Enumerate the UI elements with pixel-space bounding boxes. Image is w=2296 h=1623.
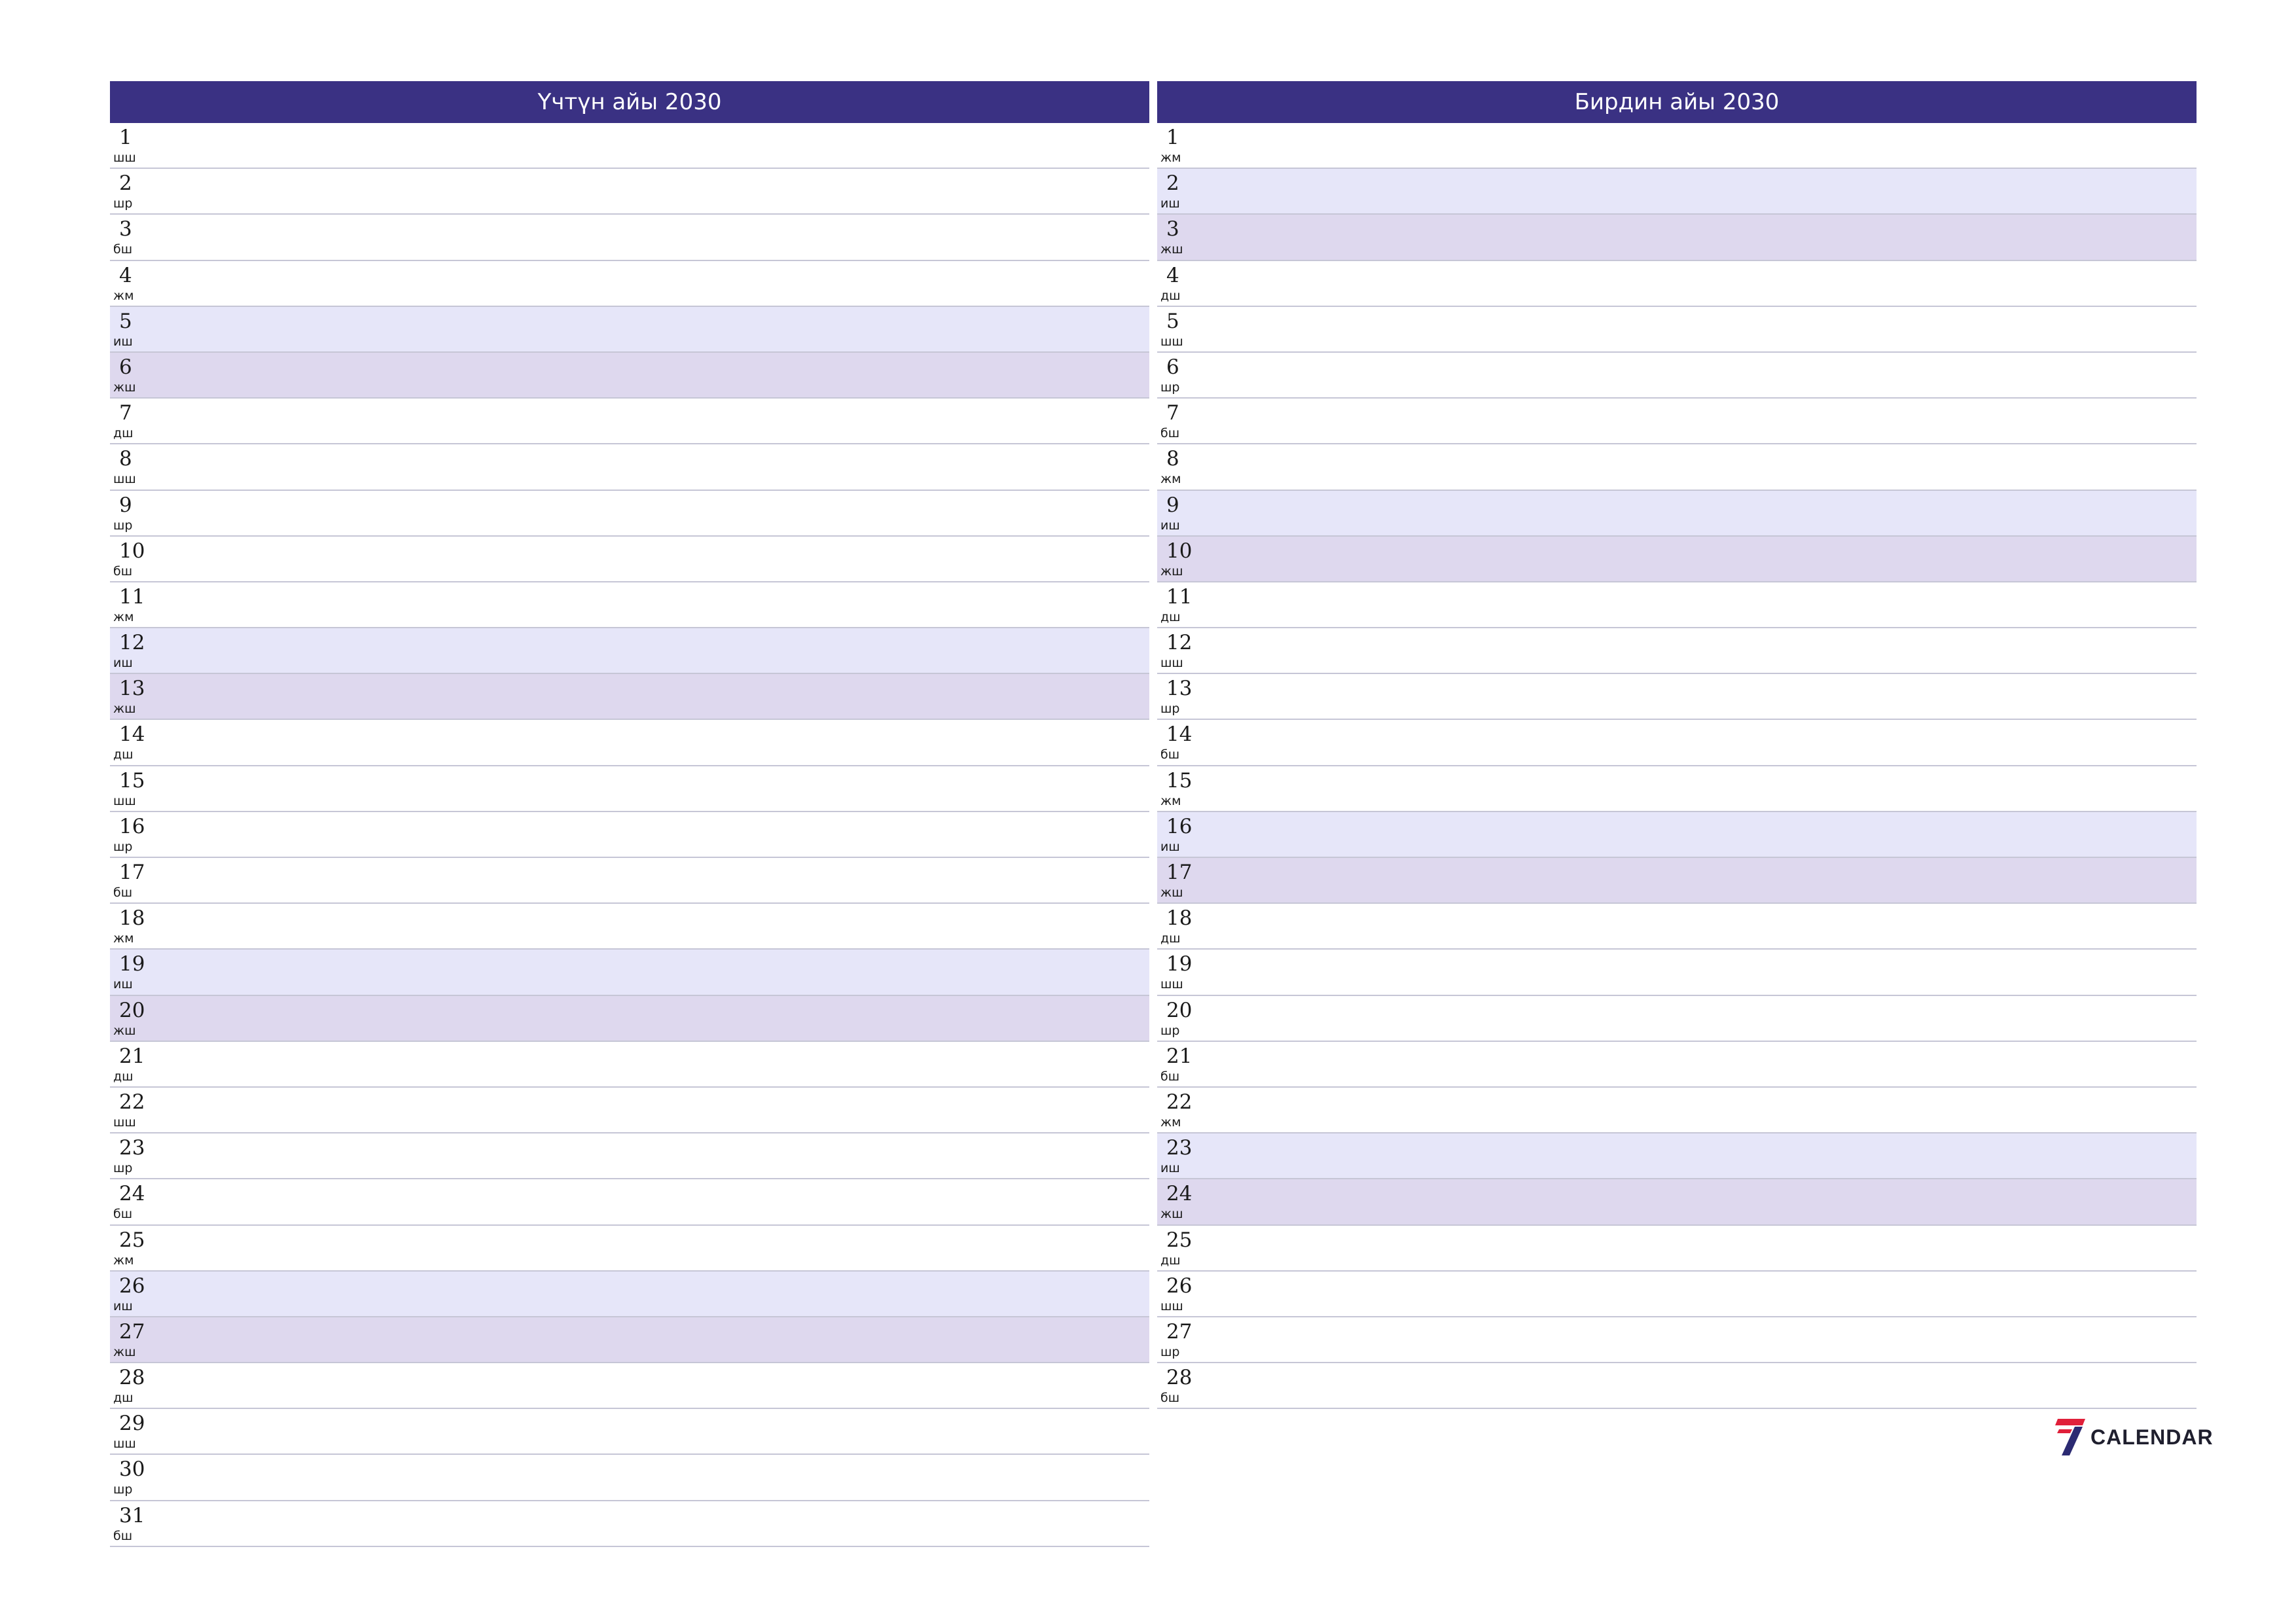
weekday-abbr: жш — [113, 702, 136, 717]
day-row[interactable] — [110, 1455, 1149, 1501]
day-row[interactable] — [110, 1042, 1149, 1088]
weekday-abbr: дш — [113, 1069, 134, 1084]
day-number: 12 — [119, 631, 145, 655]
weekday-abbr: дш — [113, 747, 134, 762]
month-title: Бирдин айы 2030 — [1157, 81, 2197, 123]
weekday-abbr: иш — [1160, 196, 1180, 211]
day-number: 28 — [1166, 1366, 1193, 1390]
weekday-abbr: шш — [113, 1115, 136, 1130]
weekday-abbr: шр — [113, 518, 133, 533]
day-row[interactable] — [1157, 674, 2197, 720]
day-number: 18 — [1166, 906, 1193, 931]
day-row[interactable] — [1157, 858, 2197, 904]
weekday-abbr: бш — [113, 1528, 133, 1543]
day-row[interactable] — [110, 1226, 1149, 1272]
weekday-abbr: шш — [1160, 1298, 1183, 1313]
weekday-abbr: шш — [113, 793, 136, 808]
weekday-abbr: иш — [1160, 518, 1180, 533]
month-panel-right — [1157, 81, 2197, 1409]
day-row[interactable] — [110, 904, 1149, 950]
day-number: 6 — [1166, 355, 1179, 379]
day-number: 27 — [119, 1319, 145, 1344]
day-row[interactable] — [1157, 1317, 2197, 1363]
day-row[interactable] — [1157, 1179, 2197, 1225]
weekday-abbr: шр — [113, 196, 133, 211]
day-row[interactable] — [110, 444, 1149, 490]
day-row[interactable] — [1157, 491, 2197, 537]
day-number: 24 — [1166, 1182, 1193, 1206]
day-number: 26 — [119, 1274, 145, 1298]
weekday-abbr: бш — [113, 885, 133, 900]
day-number: 25 — [119, 1228, 145, 1252]
day-number: 24 — [119, 1182, 145, 1206]
day-row[interactable] — [110, 582, 1149, 628]
weekday-abbr: шр — [113, 1482, 133, 1497]
day-row[interactable] — [110, 215, 1149, 260]
weekday-abbr: шр — [1160, 380, 1180, 395]
weekday-abbr: жш — [1160, 1207, 1183, 1222]
day-number: 8 — [1166, 447, 1179, 471]
day-number: 2 — [1166, 171, 1179, 196]
day-row[interactable] — [1157, 1272, 2197, 1317]
weekday-abbr: бш — [1160, 747, 1180, 762]
weekday-abbr: шш — [1160, 656, 1183, 671]
day-row[interactable] — [110, 720, 1149, 766]
day-row[interactable] — [1157, 261, 2197, 307]
weekday-abbr: иш — [113, 334, 133, 349]
weekday-abbr: бш — [113, 242, 133, 257]
seven-logo-icon — [2055, 1418, 2087, 1457]
day-row[interactable] — [1157, 1226, 2197, 1272]
day-row[interactable] — [1157, 1042, 2197, 1088]
day-number: 3 — [1166, 217, 1179, 241]
day-row[interactable] — [1157, 215, 2197, 260]
day-number: 10 — [119, 539, 145, 563]
day-row[interactable] — [1157, 537, 2197, 582]
weekday-abbr: жш — [113, 380, 136, 395]
day-number: 21 — [119, 1044, 145, 1068]
weekday-abbr: дш — [1160, 288, 1181, 303]
weekday-abbr: жм — [1160, 1115, 1181, 1130]
day-row[interactable] — [110, 491, 1149, 537]
day-row[interactable] — [110, 858, 1149, 904]
day-row[interactable] — [1157, 1363, 2197, 1409]
day-row[interactable] — [1157, 353, 2197, 399]
weekday-abbr: жм — [113, 288, 134, 303]
day-number: 23 — [1166, 1136, 1193, 1160]
weekday-abbr: жм — [1160, 472, 1181, 487]
weekday-abbr: бш — [113, 1207, 133, 1222]
day-number: 22 — [119, 1090, 145, 1114]
weekday-abbr: шш — [1160, 977, 1183, 992]
weekday-abbr: жм — [113, 931, 134, 946]
weekday-abbr: шш — [1160, 334, 1183, 349]
weekday-abbr: шш — [113, 151, 136, 165]
day-row[interactable] — [110, 537, 1149, 582]
weekday-abbr: жш — [1160, 885, 1183, 900]
weekday-abbr: дш — [113, 426, 134, 441]
day-row[interactable] — [110, 1363, 1149, 1409]
weekday-abbr: дш — [1160, 1253, 1181, 1268]
day-number: 17 — [1166, 861, 1193, 884]
month-title: Үчтүн айы 2030 — [110, 81, 1149, 123]
weekday-abbr: дш — [113, 1391, 134, 1406]
brand-text: CALENDAR — [2090, 1425, 2214, 1449]
day-number: 22 — [1166, 1090, 1193, 1114]
month-panel-left — [110, 81, 1149, 1547]
day-number: 5 — [119, 309, 132, 333]
day-number: 18 — [119, 906, 145, 931]
day-number: 19 — [119, 952, 145, 976]
day-row[interactable] — [110, 399, 1149, 444]
day-number: 5 — [1166, 309, 1179, 333]
day-list — [1157, 123, 2197, 1409]
day-row[interactable] — [110, 1272, 1149, 1317]
day-row[interactable] — [1157, 720, 2197, 766]
day-row[interactable] — [110, 950, 1149, 995]
day-number: 15 — [119, 768, 145, 793]
day-row[interactable] — [1157, 904, 2197, 950]
day-row[interactable] — [110, 353, 1149, 399]
day-number: 15 — [1166, 768, 1193, 793]
day-row[interactable] — [1157, 1133, 2197, 1179]
weekday-abbr: иш — [113, 1298, 133, 1313]
day-number: 19 — [1166, 952, 1193, 976]
day-row[interactable] — [1157, 996, 2197, 1042]
day-number: 12 — [1166, 631, 1193, 655]
weekday-abbr: бш — [1160, 426, 1180, 441]
day-row[interactable] — [1157, 169, 2197, 215]
day-number: 21 — [1166, 1044, 1193, 1068]
weekday-abbr: шр — [113, 1161, 133, 1176]
day-number: 1 — [119, 126, 132, 149]
day-number: 26 — [1166, 1274, 1193, 1298]
weekday-abbr: шр — [1160, 702, 1180, 717]
day-number: 8 — [119, 447, 132, 471]
day-number: 13 — [119, 677, 145, 701]
weekday-abbr: жш — [1160, 242, 1183, 257]
day-row[interactable] — [1157, 628, 2197, 674]
day-number: 13 — [1166, 677, 1193, 701]
day-number: 16 — [119, 814, 145, 838]
brand-logo — [2055, 1418, 2214, 1457]
weekday-abbr: иш — [113, 656, 133, 671]
day-row[interactable] — [1157, 812, 2197, 858]
day-number: 31 — [119, 1503, 145, 1527]
day-row[interactable] — [1157, 950, 2197, 995]
day-row[interactable] — [110, 1501, 1149, 1547]
weekday-abbr: шр — [1160, 1344, 1180, 1359]
day-number: 25 — [1166, 1228, 1193, 1252]
day-number: 9 — [1166, 493, 1179, 517]
day-row[interactable] — [1157, 766, 2197, 812]
day-number: 16 — [1166, 814, 1193, 838]
day-number: 4 — [119, 263, 132, 287]
weekday-abbr: иш — [1160, 839, 1180, 854]
day-row[interactable] — [110, 1088, 1149, 1133]
day-number: 28 — [119, 1366, 145, 1390]
weekday-abbr: шш — [113, 472, 136, 487]
day-row[interactable] — [110, 812, 1149, 858]
day-row[interactable] — [110, 123, 1149, 169]
weekday-abbr: иш — [113, 977, 133, 992]
day-number: 9 — [119, 493, 132, 517]
day-number: 10 — [1166, 539, 1193, 563]
weekday-abbr: шш — [113, 1436, 136, 1452]
weekday-abbr: дш — [1160, 931, 1181, 946]
weekday-abbr: жм — [1160, 151, 1181, 165]
day-row[interactable] — [110, 996, 1149, 1042]
weekday-abbr: жш — [113, 1023, 136, 1038]
weekday-abbr: жм — [1160, 793, 1181, 808]
day-number: 7 — [119, 401, 132, 425]
day-number: 1 — [1166, 126, 1179, 149]
day-row[interactable] — [110, 1133, 1149, 1179]
weekday-abbr: иш — [1160, 1161, 1180, 1176]
day-number: 2 — [119, 171, 132, 196]
day-number: 14 — [119, 722, 145, 747]
weekday-abbr: бш — [1160, 1069, 1180, 1084]
day-row[interactable] — [110, 766, 1149, 812]
day-row[interactable] — [110, 169, 1149, 215]
day-row[interactable] — [110, 261, 1149, 307]
weekday-abbr: бш — [1160, 1391, 1180, 1406]
day-number: 20 — [1166, 998, 1193, 1022]
weekday-abbr: жм — [113, 609, 134, 624]
day-row[interactable] — [1157, 582, 2197, 628]
weekday-abbr: дш — [1160, 609, 1181, 624]
day-number: 4 — [1166, 263, 1179, 287]
day-number: 29 — [119, 1412, 145, 1436]
weekday-abbr: шр — [1160, 1023, 1180, 1038]
day-row[interactable] — [1157, 1088, 2197, 1133]
day-row[interactable] — [110, 674, 1149, 720]
day-number: 30 — [119, 1457, 145, 1482]
day-number: 23 — [119, 1136, 145, 1160]
weekday-abbr: жш — [1160, 563, 1183, 579]
day-number: 20 — [119, 998, 145, 1022]
day-list — [110, 123, 1149, 1547]
day-number: 11 — [1166, 584, 1193, 609]
weekday-abbr: шр — [113, 839, 133, 854]
weekday-abbr: жм — [113, 1253, 134, 1268]
day-number: 14 — [1166, 722, 1193, 747]
day-row[interactable] — [110, 628, 1149, 674]
day-number: 11 — [119, 584, 145, 609]
day-row[interactable] — [110, 307, 1149, 353]
day-number: 7 — [1166, 401, 1179, 425]
day-number: 27 — [1166, 1319, 1193, 1344]
day-number: 3 — [119, 217, 132, 241]
day-row[interactable] — [1157, 123, 2197, 169]
day-number: 17 — [119, 861, 145, 884]
day-row[interactable] — [1157, 444, 2197, 490]
day-row[interactable] — [110, 1179, 1149, 1225]
day-row[interactable] — [110, 1409, 1149, 1455]
weekday-abbr: бш — [113, 563, 133, 579]
day-row[interactable] — [1157, 307, 2197, 353]
day-row[interactable] — [110, 1317, 1149, 1363]
weekday-abbr: жш — [113, 1344, 136, 1359]
day-row[interactable] — [1157, 399, 2197, 444]
day-number: 6 — [119, 355, 132, 379]
